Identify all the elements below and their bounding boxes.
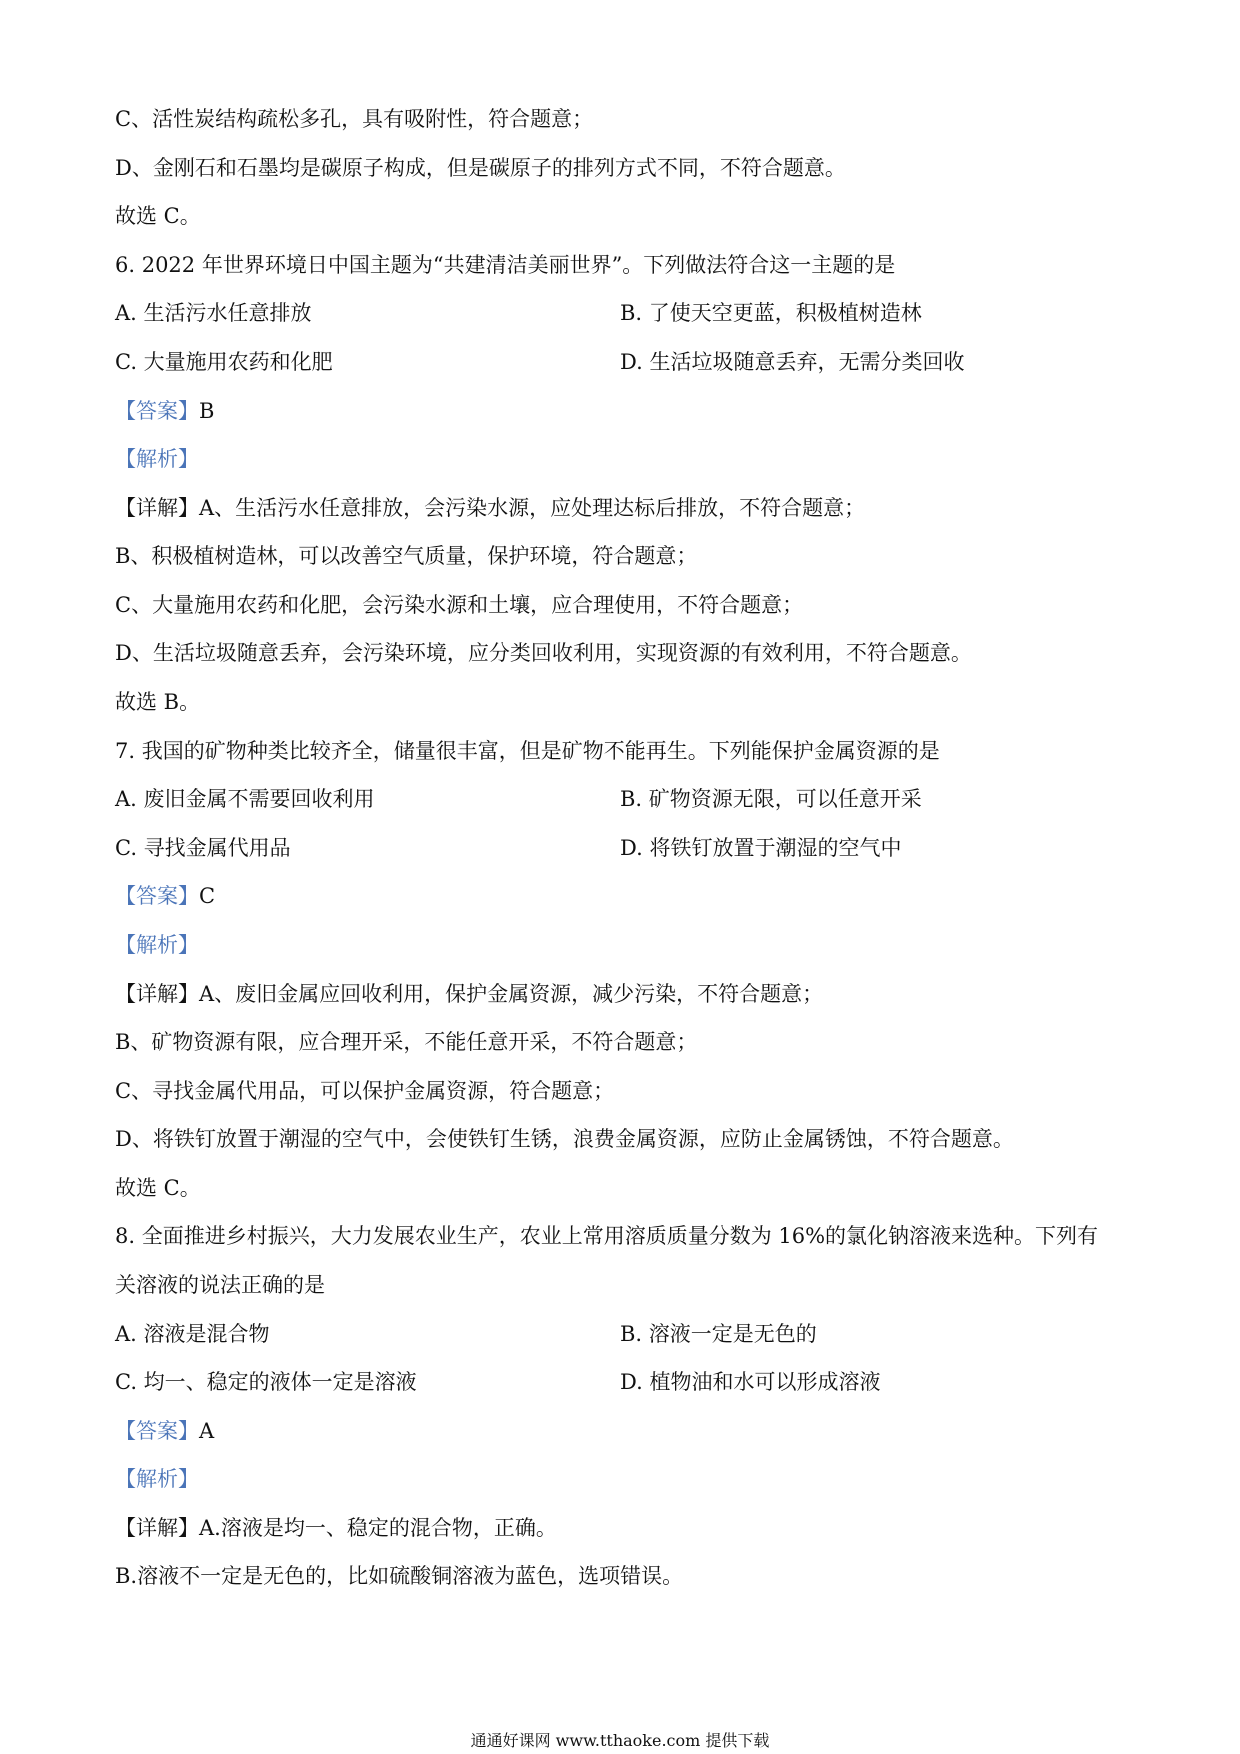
q7-option-c: C. 寻找金属代用品: [115, 836, 291, 860]
q8-stem-line2: 关溶液的说法正确的是: [115, 1273, 325, 1297]
detail-label: 【详解】: [115, 1516, 199, 1540]
q8-option-d: D. 植物油和水可以形成溶液: [620, 1370, 881, 1394]
q8-stem-line1: 8. 全面推进乡村振兴，大力发展农业生产，农业上常用溶质质量分数为 16%的氯化钠溶液来选种。下列有: [115, 1224, 1099, 1248]
analysis-label: 【解析】: [115, 447, 199, 471]
q7-detail-b: B、矿物资源有限，应合理开采，不能任意开采，不符合题意；: [115, 1030, 698, 1054]
answer-label: 【答案】: [115, 399, 199, 423]
answer-label: 【答案】: [115, 1419, 199, 1443]
detail-label: 【详解】: [115, 982, 199, 1006]
q6-detail-c: C、大量施用农药和化肥，会污染水源和土壤，应合理使用，不符合题意；: [115, 593, 804, 617]
detail-text: A.溶液是均一、稳定的混合物，正确。: [199, 1516, 557, 1540]
q7-answer: [115, 881, 215, 911]
q6-conclusion: 故选 B。: [115, 690, 201, 714]
q6-option-a: A. 生活污水任意排放: [115, 301, 312, 325]
q7-option-a: A. 废旧金属不需要回收利用: [115, 787, 375, 811]
detail-text: A、生活污水任意排放，会污染水源，应处理达标后排放，不符合题意；: [199, 496, 866, 520]
q7-conclusion: 故选 C。: [115, 1176, 201, 1200]
q6-option-d: D. 生活垃圾随意丢弃，无需分类回收: [620, 350, 965, 374]
analysis-label: 【解析】: [115, 933, 199, 957]
q7-option-b: B. 矿物资源无限，可以任意开采: [620, 787, 922, 811]
q8-analysis: [115, 1464, 199, 1494]
q7-detail-a: [115, 979, 823, 1009]
q7-stem: 7. 我国的矿物种类比较齐全，储量很丰富，但是矿物不能再生。下列能保护金属资源的是: [115, 739, 940, 763]
q6-detail-a: [115, 493, 865, 523]
q6-answer: [115, 396, 214, 426]
answer-value: A: [199, 1419, 215, 1443]
q7-detail-d: D、将铁钉放置于潮湿的空气中，会使铁钉生锈，浪费金属资源，应防止金属锈蚀，不符合题意。: [115, 1127, 1014, 1151]
answer-value: C: [199, 884, 216, 908]
q7-analysis: [115, 930, 199, 960]
q8-option-b: B. 溶液一定是无色的: [620, 1322, 817, 1346]
q6-detail-d: D、生活垃圾随意丢弃，会污染环境，应分类回收利用，实现资源的有效利用，不符合题意。: [115, 641, 972, 665]
q8-option-c: C. 均一、稳定的液体一定是溶液: [115, 1370, 417, 1394]
q7-option-d: D. 将铁钉放置于潮湿的空气中: [620, 836, 902, 860]
q8-answer: [115, 1416, 214, 1446]
q6-option-b: B. 了使天空更蓝，积极植树造林: [620, 301, 922, 325]
answer-value: B: [199, 399, 215, 423]
q6-stem: 6. 2022 年世界环境日中国主题为“共建清洁美丽世界”。下列做法符合这一主题的是: [115, 253, 896, 277]
q6-option-c: C. 大量施用农药和化肥: [115, 350, 333, 374]
q6-analysis: [115, 444, 199, 474]
q5-conclusion: 故选 C。: [115, 204, 201, 228]
q8-detail-b: B.溶液不一定是无色的，比如硫酸铜溶液为蓝色，选项错误。: [115, 1564, 684, 1588]
detail-text: A、废旧金属应回收利用，保护金属资源，减少污染，不符合题意；: [199, 982, 824, 1006]
q7-detail-c: C、寻找金属代用品，可以保护金属资源，符合题意；: [115, 1079, 615, 1103]
answer-label: 【答案】: [115, 884, 199, 908]
q8-detail-a: [115, 1513, 557, 1543]
q5-detail-d: D、金刚石和石墨均是碳原子构成，但是碳原子的排列方式不同，不符合题意。: [115, 156, 846, 180]
analysis-label: 【解析】: [115, 1467, 199, 1491]
page-footer: 通通好课网 www.tthaoke.com 提供下载: [470, 1731, 770, 1750]
q6-detail-b: B、积极植树造林，可以改善空气质量，保护环境，符合题意；: [115, 544, 698, 568]
q8-option-a: A. 溶液是混合物: [115, 1322, 270, 1346]
q5-detail-c: C、活性炭结构疏松多孔，具有吸附性，符合题意；: [115, 107, 594, 131]
detail-label: 【详解】: [115, 496, 199, 520]
